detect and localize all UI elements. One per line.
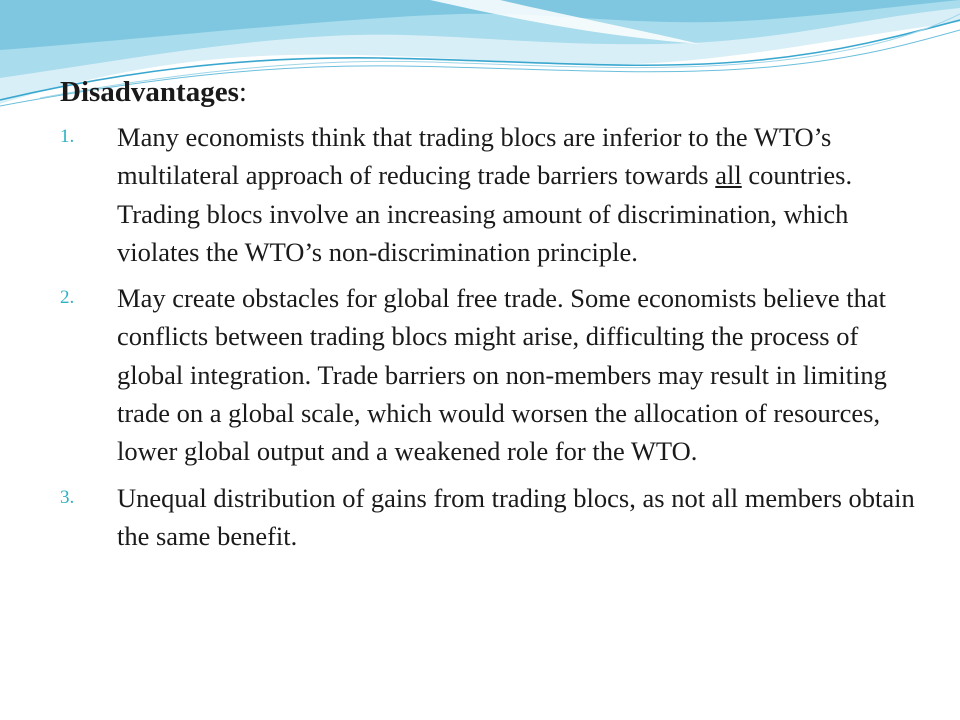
list-item-number: 1. xyxy=(60,126,75,147)
list-item xyxy=(60,279,920,470)
slide-content xyxy=(60,72,920,563)
list-item-text-underlined: all xyxy=(715,160,742,191)
list-item-number: 2. xyxy=(60,287,75,309)
list-item-text-before: Many economists think that trading blocs are inferior to the WTO’s multilateral approach of reducing trade barriers towards xyxy=(117,122,832,191)
list-item-text: Unequal distribution of gains from trading blocs, as not all members obtain the same benefit. xyxy=(117,482,915,551)
list-item-number: 3. xyxy=(60,486,75,508)
list-item-text-after: countries. Trading blocs involve an increasing amount of discrimination, which violates the WTO’s non-discrimination principle. xyxy=(117,160,853,267)
list-item xyxy=(60,479,920,556)
list-item xyxy=(60,118,920,271)
heading-label: Disadvantages xyxy=(60,76,239,108)
disadvantages-list xyxy=(60,118,920,555)
heading-colon: : xyxy=(238,76,247,108)
list-item-text: May create obstacles for global free trade. Some economists believe that conflicts between trading blocs might arise, difficulting the process of global integration. Trade barriers on non-members may result in limiting trade on a global scale, which would worsen the allocation of resources, lower global output and a weakened role for the WTO. xyxy=(117,283,887,467)
slide-heading xyxy=(60,72,920,112)
